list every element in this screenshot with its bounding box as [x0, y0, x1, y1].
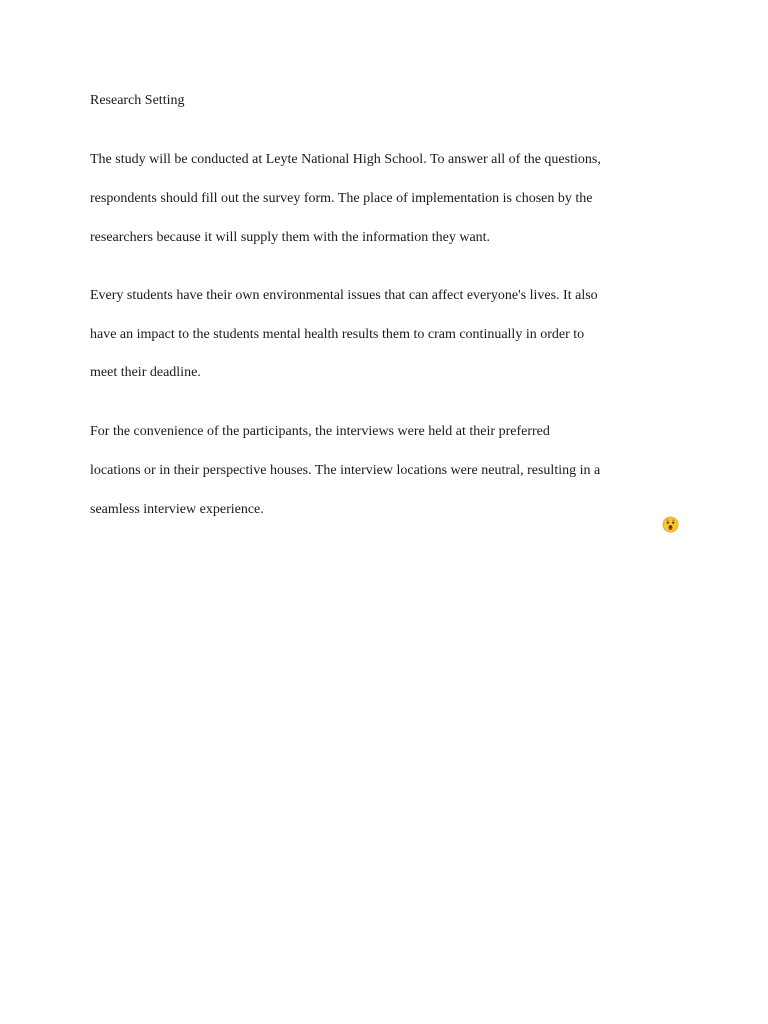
paragraph-line: The study will be conducted at Leyte National High School. To answer all of the questions, [90, 152, 601, 167]
paragraph-line: have an impact to the students mental health results them to cram continually in order to [90, 327, 585, 342]
paragraph-line: Every students have their own environmental issues that can affect everyone's lives. It also [90, 288, 598, 303]
paragraph-line: researchers because it will supply them with the information they want. [90, 230, 491, 245]
surprised-face-emoji-icon [662, 516, 679, 533]
paragraph-line: For the convenience of the participants, the interviews were held at their preferred [90, 424, 550, 439]
paragraph-line: seamless interview experience. [90, 502, 264, 517]
paragraph-line: locations or in their perspective houses. The interview locations were neutral, resulting in a [90, 463, 601, 478]
section-heading: Research Setting [90, 93, 185, 108]
paragraph-line: respondents should fill out the survey form. The place of implementation is chosen by the [90, 191, 593, 206]
paragraph-line: meet their deadline. [90, 365, 201, 380]
